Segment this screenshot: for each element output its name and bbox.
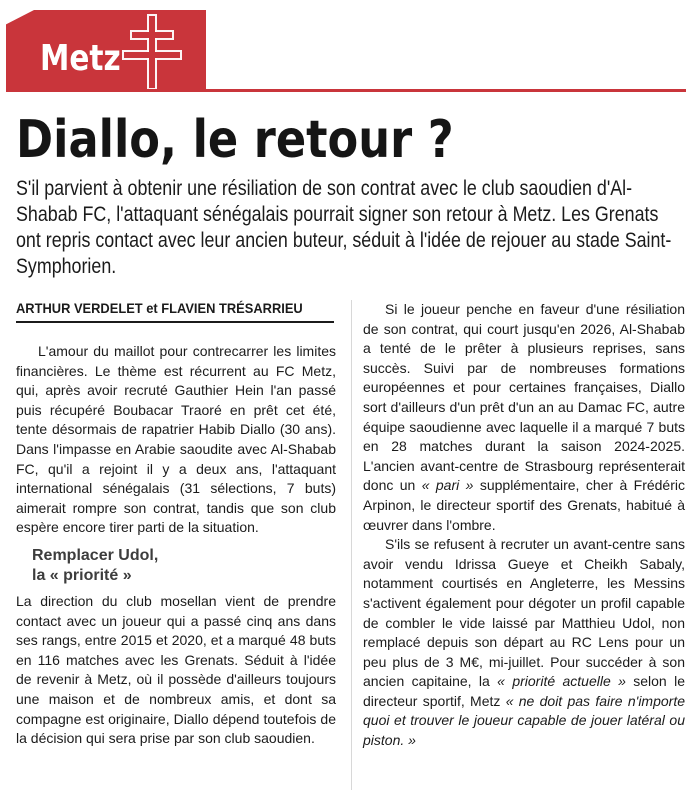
- column-divider: [351, 300, 352, 790]
- body-text: S'ils se refusent à recruter un avant-centre sans avoir vendu Idrissa Gueye et Cheikh Sabaly, notamment courtisés en Angleterre, les Messins s'activent également pour dégoter un profil capable de combler le vide laissé par Matthieu Udol, non remplacé depuis son départ au RC Lens pour un peu plus de 3 M€, mi-juillet. Pour succéder à son ancien capitaine, la: [363, 536, 685, 690]
- right-column: [363, 300, 685, 751]
- left-column: [16, 342, 336, 749]
- kicker-label: Metz: [40, 38, 121, 79]
- subheading: [16, 546, 336, 586]
- subheading-line: Remplacer Udol,: [32, 546, 159, 564]
- body-text: Si le joueur penche en faveur d'une résiliation de son contrat, qui court jusqu'en 2026, Al-Shabab a tenté de le prêter à plusieurs reprises, sans succès. Suivi par de nombreuses formations européennes et pour certaines françaises, Diallo sort d'ailleurs d'un prêt d'un an au Damac FC, autre équipe saoudienne avec laquelle il a marqué 7 buts en 28 matches durant la saison 2024-2025. L'ancien avant-centre de Strasbourg représenterait donc un: [363, 301, 685, 494]
- body-paragraph: La direction du club mosellan vient de prendre contact avec un joueur qui a passé cinq ans dans ses rangs, entre 2015 et 2020, et a marqué 48 buts en 116 matches avec les Grenats. Séduit à l'idée de revenir à Metz, où il possède d'ailleurs toujours une maison et de nombreux amis, et dont sa compagne est originaire, Diallo dépend toutefois de la décision qui sera prise par son club saoudien.: [16, 592, 336, 747]
- subheading-line: la « priorité »: [32, 566, 132, 584]
- quote-text: « priorité actuelle »: [497, 673, 626, 690]
- quote-text: « ne doit pas faire n'importe quoi et trouver le joueur capable de jouer latéral ou piston. »: [363, 692, 685, 749]
- body-text: selon le directeur sportif, Metz: [363, 673, 685, 709]
- body-paragraph: L'amour du maillot pour contrecarrer les limites financières. Le thème est récurrent au FC Metz, qui, après avoir recruté Gauthier Hein l'an passé puis récupéré Boubacar Traoré en prêt cet été, tente désormais de rapatrier Habib Diallo (30 ans). Dans l'impasse en Arabie saoudite avec Al-Shabab FC, qu'il a rejoint il y a deux ans, l'attaquant international sénégalais (31 sélections, 7 buts) aimerait rompre son contrat, tandis que son club espère encore tirer parti de la situation.: [16, 343, 336, 536]
- body-paragraph: [363, 300, 685, 535]
- byline: ARTHUR VERDELET et FLAVIEN TRÉSARRIEU: [16, 300, 303, 316]
- body-paragraph: [363, 535, 685, 751]
- body-text: supplémentaire, cher à Frédéric Arpinon, le directeur sportif des Grenats, habitué à œuvrer dans l'ombre.: [363, 477, 685, 533]
- kicker-rule: [6, 89, 686, 92]
- lorraine-cross-icon: [120, 14, 184, 90]
- quote-text: « pari »: [421, 477, 474, 494]
- byline-rule: [16, 321, 334, 323]
- lead-paragraph: S'il parvient à obtenir une résiliation de son contrat avec le club saoudien d'Al-Shabab FC, l'attaquant sénégalais pourrait signer son retour à Metz. Les Grenats ont repris contact avec leur ancien buteur, séduit à l'idée de rejouer au stade Saint-Symphorien.: [16, 177, 672, 278]
- headline: Diallo, le retour ?: [16, 110, 454, 170]
